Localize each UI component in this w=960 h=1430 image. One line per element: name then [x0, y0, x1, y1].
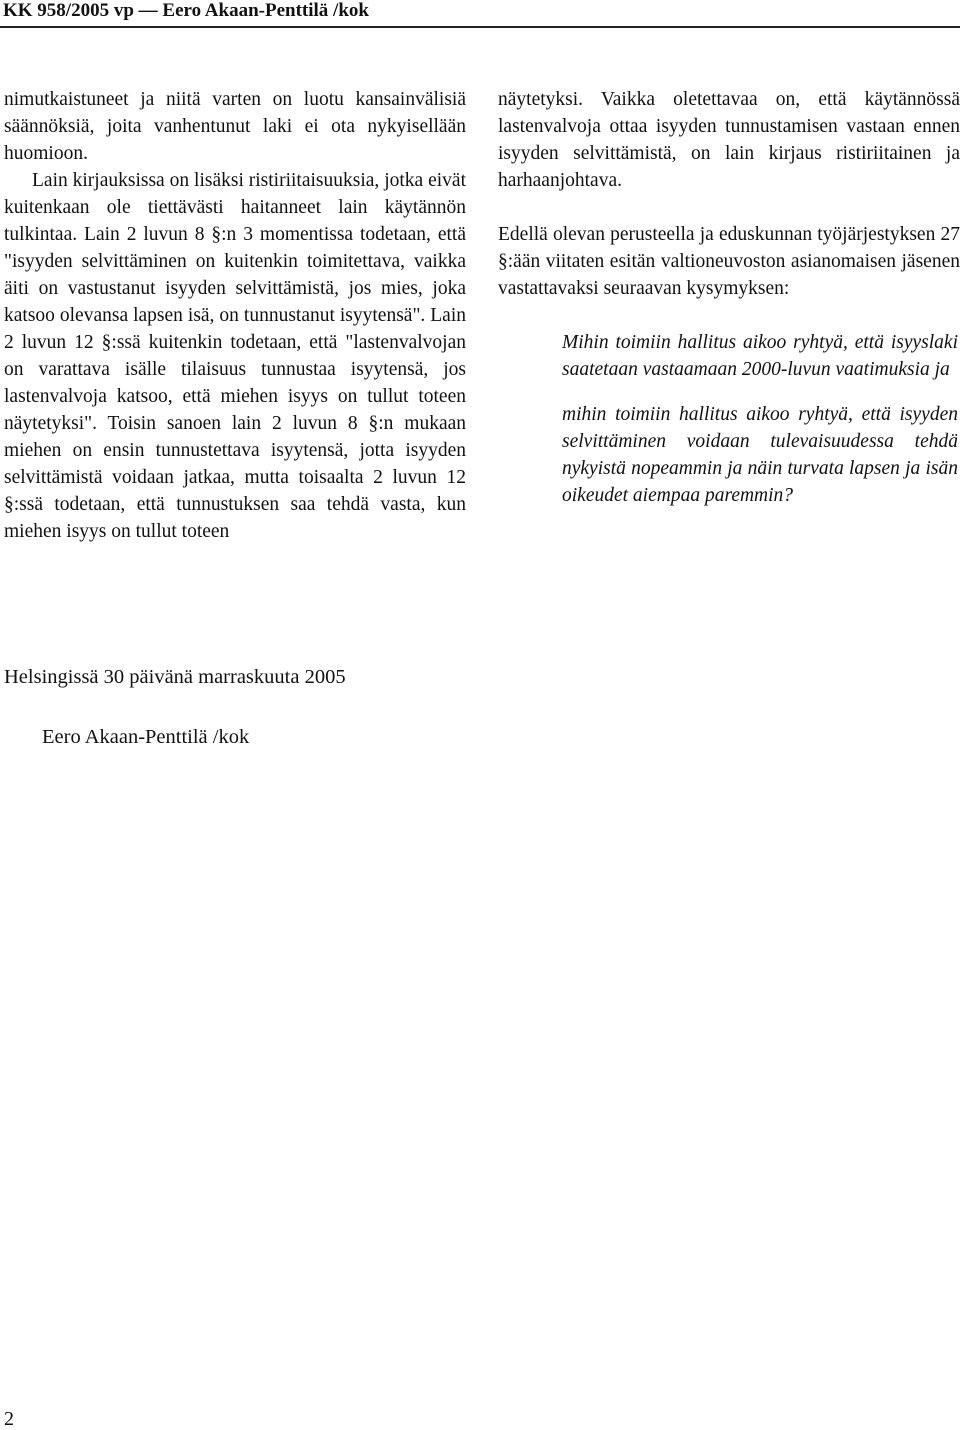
- right-column: [498, 86, 960, 509]
- page-number: 2: [4, 1408, 14, 1430]
- paragraph: näytetyksi. Vaikka oletettavaa on, että käytännössä lastenvalvoja ottaa isyyden tunnustamisen vastaan ennen isyyden selvittämistä, on lain kirjaus ristiriitainen ja harhaanjohtava.: [498, 89, 960, 191]
- paragraph: Lain kirjauksissa on lisäksi ristiriitaisuuksia, jotka eivät kuitenkaan ole tiettävästi haitanneet lain käytännön tulkintaa. Lain 2 luvun 8 §:n 3 momentissa todetaan, että "isyyden selvittäminen on kuitenkin toimitettava, vaikka äiti on vastustanut isyyden selvittämistä, jos mies, joka katsoo olevansa lapsen isä, on tunnustanut isyytensä". Lain 2 luvun 12 §:ssä kuitenkin todetaan, että "lastenvalvojan on varattava isälle tilaisuus tunnustaa isyytensä, jos lastenvalvoja katsoo, että miehen isyys on tullut toteen näytetyksi". Toisin sanoen lain 2 luvun 8 §:n mukaan miehen on ensin tunnustettava isyytensä, jotta isyyden selvittämistä voidaan jatkaa, mutta toisaalta 2 luvun 12 §:ssä todetaan, että tunnustuksen saa tehdä vasta, kun miehen isyys on tullut toteen: [4, 170, 466, 542]
- question: Mihin toimiin hallitus aikoo ryhtyä, että isyyslaki saatetaan vastaamaan 2000-luvun vaatimuksia ja: [562, 332, 958, 380]
- place-and-date: Helsingissä 30 päivänä marraskuuta 2005: [4, 666, 346, 688]
- paragraph: nimutkaistuneet ja niitä varten on luotu kansainvälisiä säännöksiä, joita vanhentunut laki ei ota nykyisellään huomioon.: [4, 89, 466, 164]
- header-rule: [0, 26, 960, 28]
- paragraph: Edellä olevan perusteella ja eduskunnan työjärjestyksen 27 §:ään viitaten esitän valtioneuvoston asianomaisen jäsenen vastattavaksi seuraavan kysymyksen:: [498, 224, 960, 299]
- left-column: [4, 86, 466, 545]
- document-header: KK 958/2005 vp — Eero Akaan-Penttilä /kok: [3, 0, 369, 21]
- signer-name: Eero Akaan-Penttilä /kok: [42, 726, 250, 748]
- question: mihin toimiin hallitus aikoo ryhtyä, että isyyden selvittäminen voidaan tulevaisuudessa tehdä nykyistä nopeammin ja näin turvata lapsen ja isän oikeudet aiempaa paremmin?: [562, 404, 958, 506]
